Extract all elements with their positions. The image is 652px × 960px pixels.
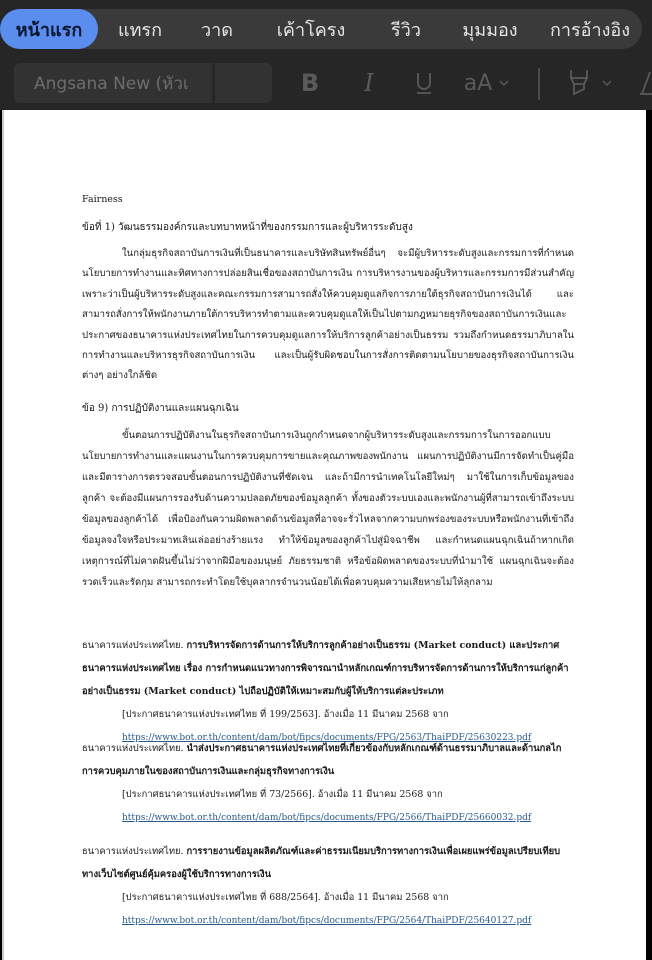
tab-draw[interactable]: วาด	[201, 19, 233, 41]
document-canvas[interactable]	[0, 110, 652, 960]
formatting-toolbar	[0, 62, 652, 104]
chevron-down-icon	[498, 79, 510, 87]
font-color-icon	[640, 68, 652, 98]
underline-icon	[414, 70, 434, 96]
section-1-text: ในกลุ่มธุรกิจสถาบันการเงินที่เป็นธนาคารและบริษัทสินทรัพย์อื่นๆ จะมีผู้บริหารระดับสูงและกรรมการที่กำหนดนโยบายการทำงานและทิศทางการปล่อยสินเชื่อของสถาบันการเงิน การบริหารงานของผู้บริหารและกรรมการมีส่วนสำคัญเพราะว่าเป็นผู้บริหารระดับสูงและคณะกรรมการสามารถสั่งให้ควบคุมดูแลกิจการภายใต้ธุรกิจสถาบันการเงินได้ และสามารถสั่งการให้พนักงานภายใต้การบริหารทำตามและควบคุมดูแลให้เป็นไปตามกฎหมายธุรกิจของสถาบันการเงินและประกาศของธนาคารแห่งประเทศไทยในการควบคุมดูแลการให้บริการลูกค้าอย่างเป็นธรรม รวมถึงกำหนดธรรมาภิบาลในการทำงานและบริหารธุรกิจสถาบันการเงิน และเป็นผู้รับผิดชอบในการสั่งการติดตามนโยบายของธุรกิจสถาบันการเงินต่างๆ อย่างใกล้ชิด	[82, 248, 574, 382]
italic-icon: I	[364, 69, 374, 97]
ribbon-tabs	[0, 9, 642, 49]
reference-item	[82, 840, 574, 933]
section-1-heading: ข้อที่ 1) วัฒนธรรมองค์กรและบทบาทหน้าที่ของกรรมการและผู้บริหารระดับสูง	[82, 222, 413, 233]
tab-view[interactable]: มุมมอง	[462, 19, 518, 41]
reference-item	[82, 634, 574, 750]
underline-button[interactable]	[410, 63, 438, 103]
reference-title: การรายงานข้อมูลผลิตภัณฑ์และค่าธรรมเนียมบริการทางการเงินเพื่อเผยแพร่ข้อมูลเปรียบเทียบทางเว็บไซต์ศูนย์คุ้มครองผู้ใช้บริการทางการเงิน	[82, 846, 561, 880]
highlight-button[interactable]	[562, 63, 618, 103]
section-2-paragraph	[82, 425, 574, 593]
tab-home[interactable]: หน้าแรก	[0, 9, 98, 49]
bold-button[interactable]	[296, 63, 324, 103]
reference-author: ธนาคารแห่งประเทศไทย.	[82, 743, 184, 754]
tab-references[interactable]: การอ้างอิง	[550, 19, 630, 41]
italic-button[interactable]	[355, 63, 383, 103]
reference-title: นำส่งประกาศธนาคารแห่งประเทศไทยที่เกี่ยวข้องกับหลักเกณฑ์ด้านธรรมาภิบาลและด้านกลไกการควบคุมภายในของสถาบันการเงินและกลุ่มธุรกิจทางการเงิน	[82, 743, 562, 777]
toolbar-divider	[538, 68, 540, 100]
heading-fairness: Fairness	[82, 194, 123, 205]
reference-detail: [ประกาศธนาคารแห่งประเทศไทย ที่ 199/2563]. อ้างเมื่อ 11 มีนาคม 2568 จาก	[122, 709, 449, 720]
reference-item	[82, 737, 574, 830]
reference-detail: [ประกาศธนาคารแห่งประเทศไทย ที่ 73/2566]. อ้างเมื่อ 11 มีนาคม 2568 จาก	[122, 789, 443, 800]
change-case-icon: aA	[463, 70, 493, 96]
chevron-down-icon	[601, 79, 613, 87]
bold-icon: B	[300, 69, 320, 97]
font-color-button[interactable]	[640, 63, 652, 103]
font-size-field[interactable]	[215, 63, 272, 103]
reference-link[interactable]: https://www.bot.or.th/content/dam/bot/fipcs/documents/FPG/2563/ThaiPDF/25630223.pdf	[122, 733, 532, 743]
reference-author: ธนาคารแห่งประเทศไทย.	[82, 846, 184, 857]
reference-author: ธนาคารแห่งประเทศไทย.	[82, 640, 184, 651]
reference-detail: [ประกาศธนาคารแห่งประเทศไทย ที่ 688/2564]. อ้างเมื่อ 11 มีนาคม 2568 จาก	[122, 892, 449, 903]
top-bar	[0, 0, 652, 110]
section-1-paragraph	[82, 244, 574, 387]
section-2-text: ขั้นตอนการปฏิบัติงานในธุรกิจสถาบันการเงินถูกกำหนดจากผู้บริหารระดับสูงและกรรมการในการออกแบบนโยบายการทำงานและแผนงานในการควบคุมการขายและคุณภาพของพนักงาน แผนการปฏิบัติงานมีการจัดทำเป็นคู่มือและมีตารางการตรวจสอบขั้นตอนการปฏิบัติงานที่ชัดเจน และถ้ามีการนำเทคโนโลยีใหม่ๆ มาใช้ในการเก็บข้อมูลของลูกค้า จะต้องมีแผนการรองรับด้านความปลอดภัยของข้อมูลลูกค้า ทั้งของตัวระบบเองและพนักงานผู้ที่สามารถเข้าถึงระบบข้อมูลของลูกค้าได้ เพื่อป้องกันความผิดพลาดด้านข้อมูลที่อาจจะรั่วไหลจากความบกพร่องของระบบหรือพนักงานที่เข้าถึงข้อมูลจงใจหรือประมาทเลินเล่ออย่างร้ายแรง ทำให้ข้อมูลของลูกค้าไปสู่มิจฉาชีพ และกำหนดแผนฉุกเฉินถ้าหากเกิดเหตุการณ์ที่ไม่คาดฝันขึ้นไม่ว่าจากฝีมือของมนุษย์ ภัยธรรมชาติ หรือข้อผิดพลาดของระบบที่นำมาใช้ แผนฉุกเฉินจะต้องรวดเร็วและรัดกุม สามารถกระทำโดยใช้บุคลากรจำนวนน้อยได้เพื่อควบคุมความเสียหายไม่ให้ลุกลาม	[82, 430, 574, 588]
tab-review[interactable]: รีวิว	[391, 19, 421, 41]
font-name-field[interactable]: Angsana New (หัวเ	[14, 63, 212, 103]
tab-layout[interactable]: เค้าโครง	[276, 19, 346, 41]
change-case-button[interactable]	[462, 63, 512, 103]
tab-insert[interactable]: แทรก	[117, 19, 163, 41]
reference-title: การบริหารจัดการด้านการให้บริการลูกค้าอย่างเป็นธรรม (Market conduct) และประกาศธนาคารแห่งประเทศไทย เรื่อง การกำหนดแนวทางการพิจารณานำหลักเกณฑ์การบริหารจัดการด้านการให้บริการแก่ลูกค้าอย่างเป็นธรรม (Market conduct) ไปถือปฏิบัติให้เหมาะสมกับผู้ให้บริการแต่ละประเภท	[82, 640, 569, 697]
reference-link[interactable]: https://www.bot.or.th/content/dam/bot/fipcs/documents/FPG/2566/ThaiPDF/25660032.pdf	[122, 813, 532, 823]
document-page[interactable]	[2, 110, 646, 960]
highlight-icon	[567, 68, 591, 98]
section-2-heading: ข้อ 9) การปฏิบัติงานและแผนฉุกเฉิน	[82, 403, 239, 414]
reference-link[interactable]: https://www.bot.or.th/content/dam/bot/fipcs/documents/FPG/2564/ThaiPDF/25640127.pdf	[122, 916, 532, 926]
